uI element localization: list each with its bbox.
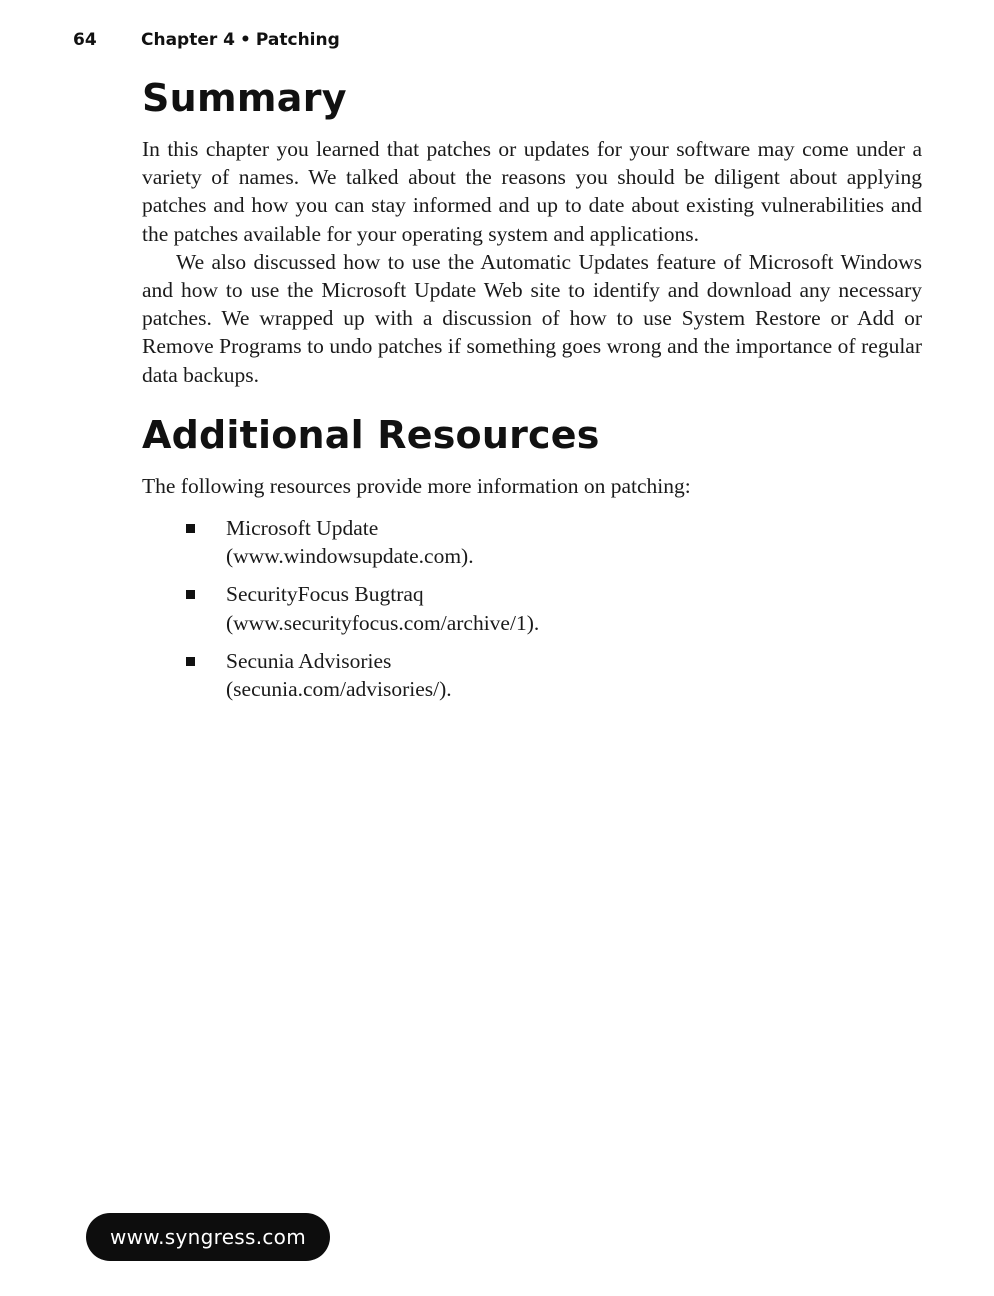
- summary-paragraph-1: In this chapter you learned that patches or updates for your software may come under a variety of names. We talked about the reasons you should be diligent about applying patches and how you can stay informed and up to date about existing vulnerabilities and the patches available for your operating system and applications.: [142, 137, 922, 246]
- resources-intro-text: The following resources provide more information on patching:: [142, 474, 691, 498]
- summary-heading: Summary: [142, 76, 347, 120]
- resource-url: (www.securityfocus.com/archive/1).: [226, 610, 540, 635]
- resource-url: (secunia.com/advisories/).: [226, 677, 452, 702]
- list-item: [186, 580, 539, 636]
- resource-name: SecurityFocus Bugtraq: [226, 582, 424, 607]
- additional-resources-heading: Additional Resources: [142, 413, 600, 457]
- separator-bullet: •: [240, 30, 251, 50]
- summary-paragraph-2: We also discussed how to use the Automatic Updates feature of Microsoft Windows and how to use the Microsoft Update Web site to identify and download any necessary patches. We wrapped up with a discussion of how to use System Restore or Add or Remove Programs to undo patches if something goes wrong and the importance of regular data backups.: [142, 249, 922, 387]
- summary-body: [142, 135, 922, 389]
- resource-url: (www.windowsupdate.com).: [226, 544, 474, 569]
- square-bullet-icon: [186, 657, 195, 666]
- resource-name: Microsoft Update: [226, 516, 379, 540]
- square-bullet-icon: [186, 590, 195, 599]
- publisher-url-badge: www.syngress.com: [86, 1213, 330, 1261]
- resource-name: Secunia Advisories: [226, 648, 392, 673]
- running-head: [73, 30, 340, 50]
- resource-list: [186, 514, 539, 713]
- list-item: [186, 647, 539, 703]
- square-bullet-icon: [186, 524, 195, 533]
- section-label: Patching: [255, 30, 340, 50]
- resources-intro: [142, 472, 922, 500]
- chapter-label: Chapter 4: [141, 30, 236, 50]
- page-number: 64: [73, 30, 97, 50]
- list-item: [186, 514, 539, 570]
